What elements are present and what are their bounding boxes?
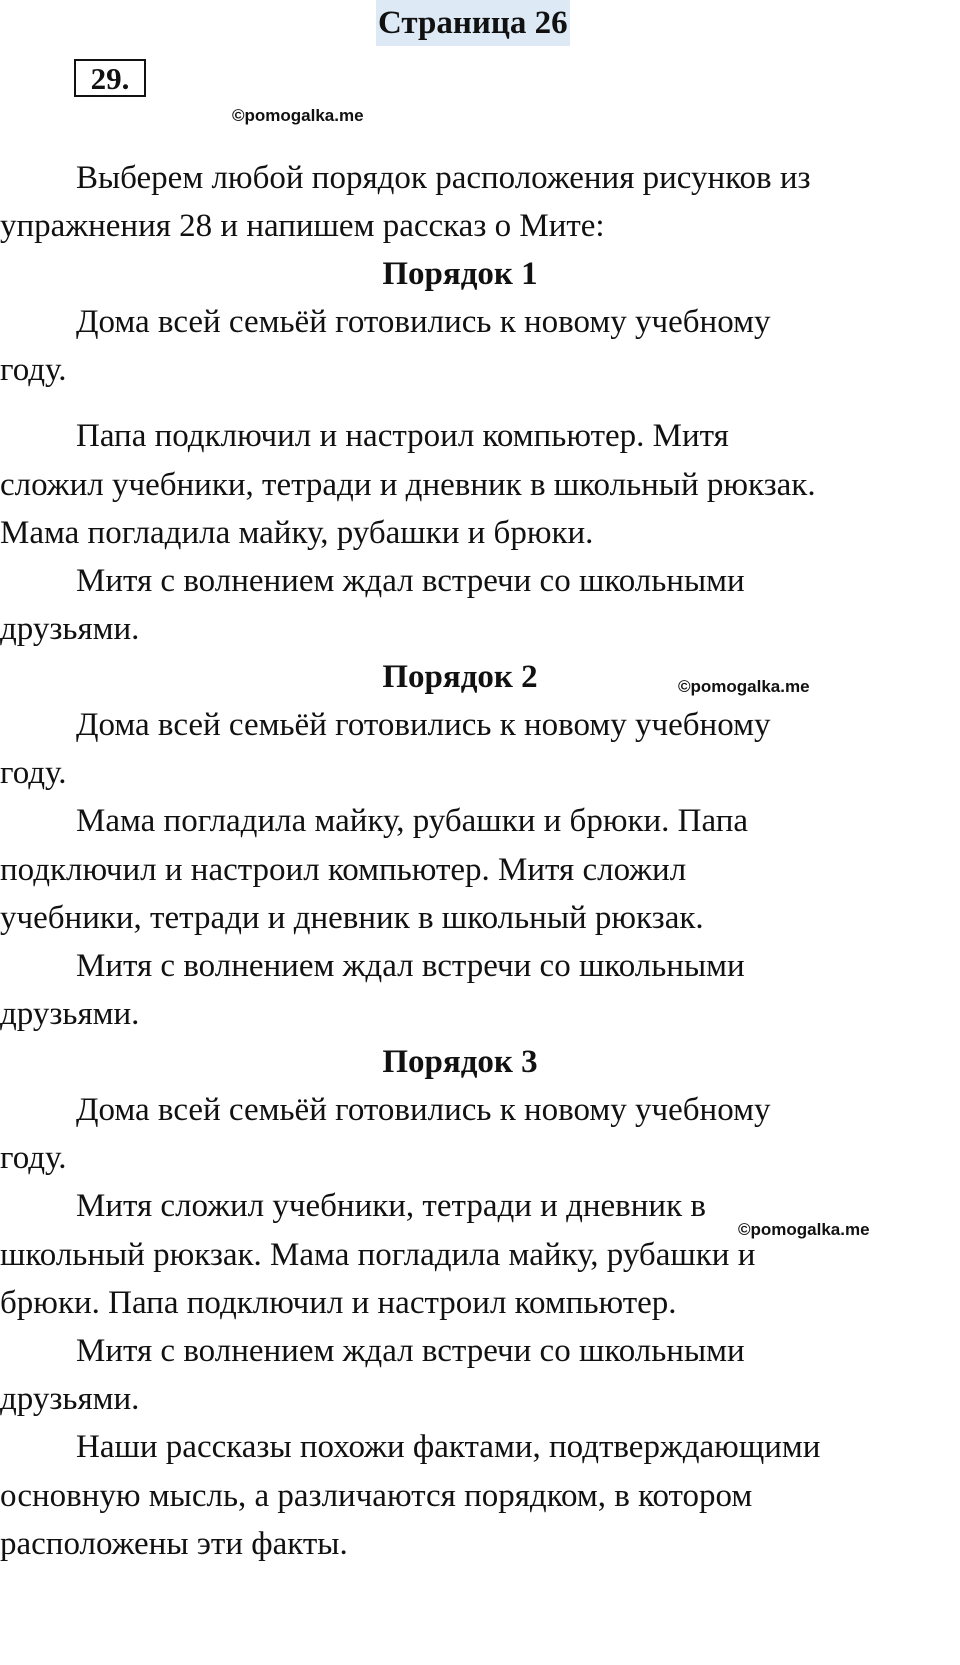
order-2-line: учебники, тетради и дневник в школьный рюкзак.: [0, 900, 704, 936]
order-1-heading: Порядок 1: [382, 256, 538, 292]
conclusion-line: расположены эти факты.: [0, 1526, 348, 1562]
order-1-line: сложил учебники, тетради и дневник в школьный рюкзак.: [0, 467, 816, 503]
order-2-line: Митя с волнением ждал встречи со школьными: [76, 948, 745, 984]
watermark: ©pomogalka.me: [232, 106, 364, 125]
order-2-line: друзьями.: [0, 996, 140, 1032]
order-1-line: году.: [0, 352, 67, 388]
order-3-line: Митя сложил учебники, тетради и дневник в: [76, 1188, 706, 1224]
order-3-line: школьный рюкзак. Мама погладила майку, рубашки и: [0, 1237, 756, 1273]
order-1-line: Папа подключил и настроил компьютер. Митя: [76, 418, 729, 454]
order-3-line: Дома всей семьёй готовились к новому учебному: [76, 1092, 771, 1128]
page-title: Страница 26: [376, 0, 570, 46]
order-3-heading: Порядок 3: [382, 1044, 538, 1080]
order-2-line: подключил и настроил компьютер. Митя сложил: [0, 852, 687, 888]
order-1-line: Мама погладила майку, рубашки и брюки.: [0, 515, 594, 551]
watermark: ©pomogalka.me: [738, 1220, 870, 1239]
order-2-line: году.: [0, 755, 67, 791]
exercise-number: 29.: [74, 59, 146, 97]
order-1-line: Митя с волнением ждал встречи со школьными: [76, 563, 745, 599]
conclusion-line: основную мысль, а различаются порядком, в котором: [0, 1478, 753, 1514]
order-3-line: друзьями.: [0, 1381, 140, 1417]
order-1-line: друзьями.: [0, 611, 140, 647]
order-1-line: Дома всей семьёй готовились к новому учебному: [76, 304, 771, 340]
conclusion-line: Наши рассказы похожи фактами, подтверждающими: [76, 1429, 821, 1465]
order-2-line: Дома всей семьёй готовились к новому учебному: [76, 707, 771, 743]
intro-line: упражнения 28 и напишем рассказ о Мите:: [0, 208, 605, 244]
order-2-line: Мама погладила майку, рубашки и брюки. Папа: [76, 803, 749, 839]
order-3-line: Митя с волнением ждал встречи со школьными: [76, 1333, 745, 1369]
watermark: ©pomogalka.me: [678, 677, 810, 696]
order-3-line: году.: [0, 1140, 67, 1176]
intro-line: Выберем любой порядок расположения рисунков из: [76, 160, 811, 196]
order-3-line: брюки. Папа подключил и настроил компьютер.: [0, 1285, 677, 1321]
order-2-heading: Порядок 2: [382, 659, 538, 695]
